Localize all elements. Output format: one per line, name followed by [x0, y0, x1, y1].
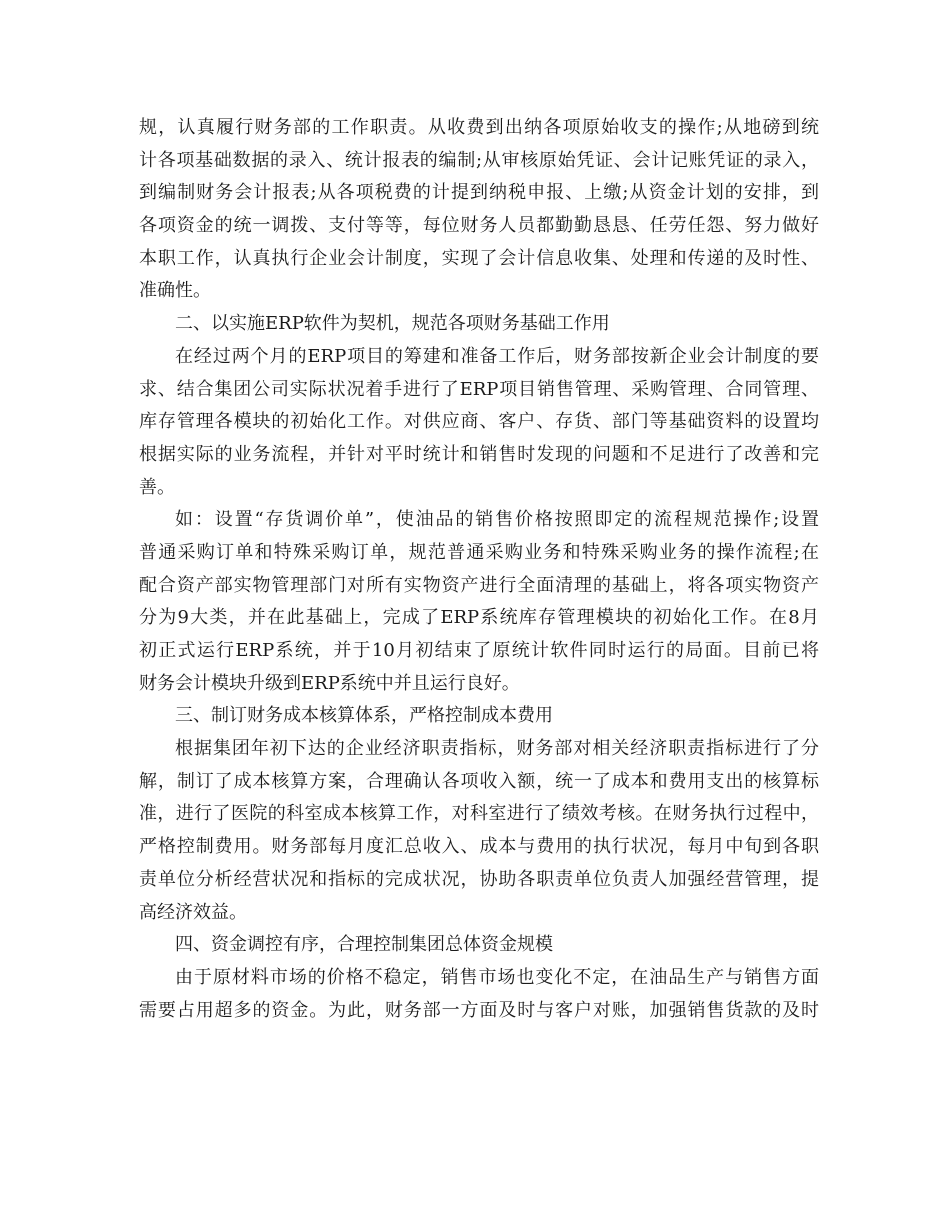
- text-line: 三、制订财务成本核算体系，严格控制成本费用: [175, 705, 553, 727]
- text-line: 解，制订了成本核算方案，合理确认各项收入额，统一了成本和费用支出的核算标: [139, 770, 819, 792]
- text-line: 普通采购订单和特殊采购订单，规范普通采购业务和特殊采购业务的操作流程;在: [139, 541, 819, 563]
- text-line: 各项资金的统一调拨、支付等等，每位财务人员都勤勤恳恳、任劳任怨、努力做好: [139, 215, 819, 237]
- text-line: 在经过两个月的ERP项目的筹建和准备工作后，财务部按新企业会计制度的要: [175, 345, 819, 367]
- text-line: 需要占用超多的资金。为此，财务部一方面及时与客户对账，加强销售货款的及时: [139, 999, 819, 1021]
- text-line: 规，认真履行财务部的工作职责。从收费到出纳各项原始收支的操作;从地磅到统: [139, 117, 819, 138]
- document-body: [139, 112, 819, 1027]
- text-line: 根据实际的业务流程，并针对平时统计和销售时发现的问题和不足进行了改善和完: [139, 443, 819, 465]
- text-line: 本职工作，认真执行企业会计制度，实现了会计信息收集、处理和传递的及时性、: [139, 247, 819, 269]
- text-line: 初正式运行ERP系统，并于10月初结束了原统计软件同时运行的局面。目前已将: [139, 640, 819, 661]
- text-line: 高经济效益。: [139, 901, 247, 923]
- text-line: 准，进行了医院的科室成本核算工作，对科室进行了绩效考核。在财务执行过程中，: [139, 803, 819, 825]
- text-line: 严格控制费用。财务部每月度汇总收入、成本与费用的执行状况，每月中旬到各职: [139, 836, 819, 858]
- text-line: 善。: [139, 476, 175, 498]
- text-line: 四、资金调控有序，合理控制集团总体资金规模: [175, 934, 553, 956]
- text-line: 如：设置“存货调价单”，使油品的销售价格按照即定的流程规范操作;设置: [175, 509, 819, 531]
- text-line: 库存管理各模块的初始化工作。对供应商、客户、存货、部门等基础资料的设置均: [139, 411, 819, 433]
- text-line: 配合资产部实物管理部门对所有实物资产进行全面清理的基础上，将各项实物资产: [139, 574, 819, 596]
- text-line: 由于原材料市场的价格不稳定，销售市场也变化不定，在油品生产与销售方面: [175, 966, 819, 988]
- text-line: 财务会计模块升级到ERP系统中并且运行良好。: [139, 672, 520, 694]
- text-line: 二、以实施ERP软件为契机，规范各项财务基础工作用: [175, 313, 610, 335]
- text-line: 到编制财务会计报表;从各项税费的计提到纳税申报、上缴;从资金计划的安排，到: [139, 182, 819, 204]
- text-line: 求、结合集团公司实际状况着手进行了ERP项目销售管理、采购管理、合同管理、: [139, 378, 819, 400]
- text-line: 准确性。: [139, 280, 211, 302]
- text-line: 根据集团年初下达的企业经济职责指标，财务部对相关经济职责指标进行了分: [175, 738, 819, 760]
- text-line: 责单位分析经营状况和指标的完成状况，协助各职责单位负责人加强经营管理，提: [139, 868, 819, 890]
- text-line: 计各项基础数据的录入、统计报表的编制;从审核原始凭证、会计记账凭证的录入，: [139, 149, 819, 171]
- text-line: 分为9大类，并在此基础上，完成了ERP系统库存管理模块的初始化工作。在8月: [139, 607, 819, 629]
